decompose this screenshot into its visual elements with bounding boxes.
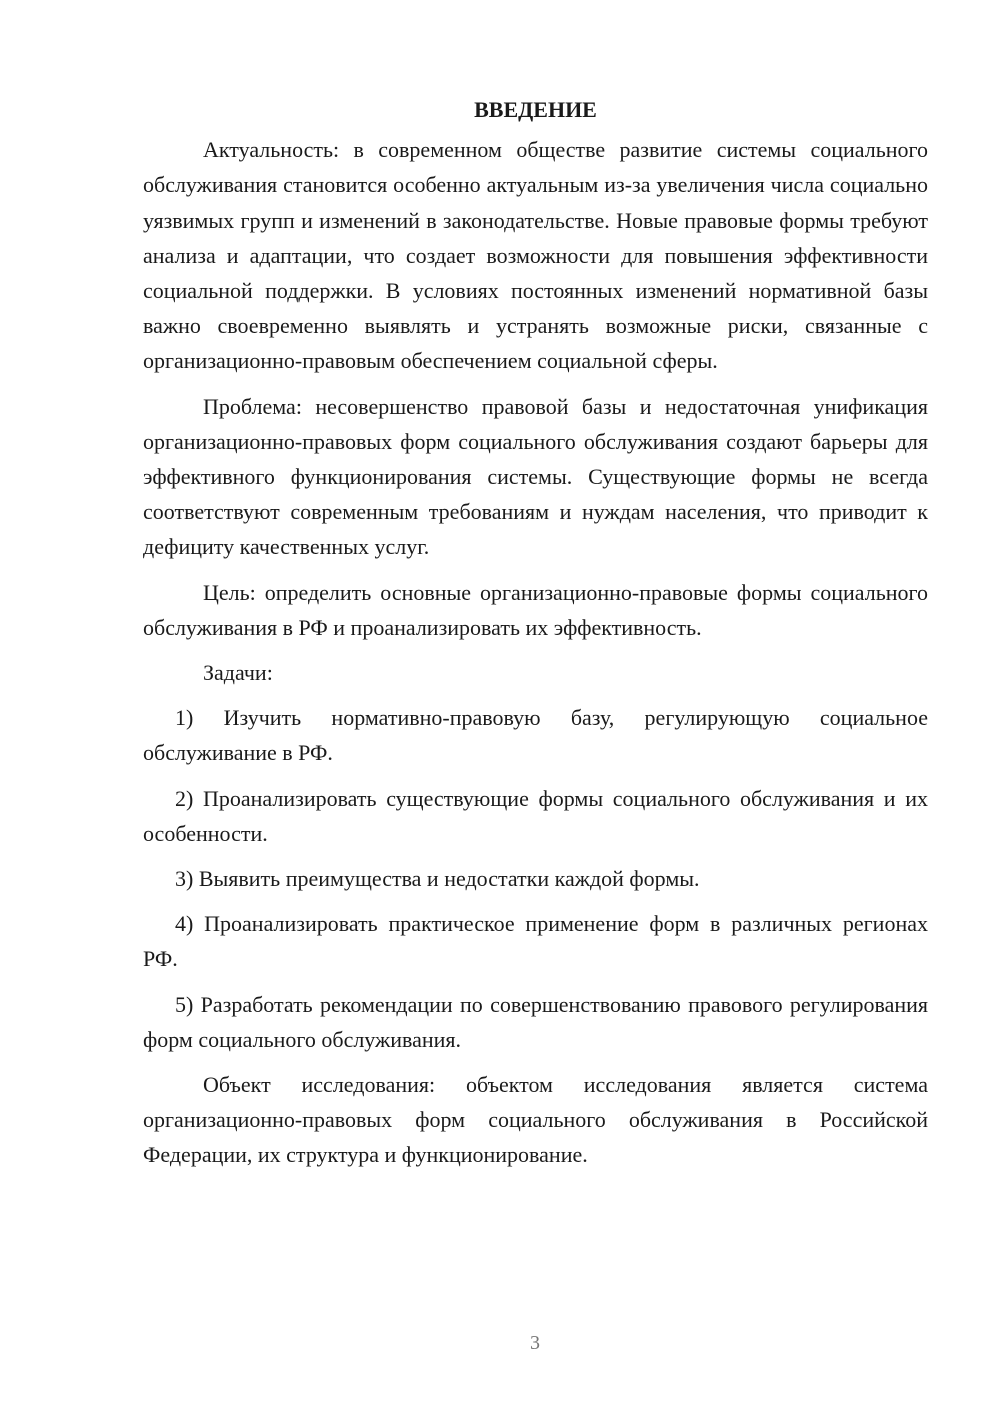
- goal-paragraph: Цель: определить основные организационно-правовые формы социального обслуживания в РФ и проанализировать их эффективность.: [143, 579, 928, 640]
- page-content: [143, 92, 928, 1173]
- task-item: 3) Выявить преимущества и недостатки каждой формы.: [175, 866, 700, 892]
- task-item: 2) Проанализировать существующие формы социального обслуживания и их особенности.: [143, 785, 928, 846]
- task-item: 1) Изучить нормативно-правовую базу, регулирующую социальное обслуживание в РФ.: [143, 705, 928, 766]
- task-item: 5) Разработать рекомендации по совершенствованию правового регулирования форм социального обслуживания.: [143, 991, 928, 1052]
- tasks-label: Задачи:: [203, 660, 273, 686]
- object-paragraph: Объект исследования: объектом исследования является система организационно-правовых форм социального обслуживания в Российской Федерации, их структура и функционирование.: [143, 1072, 928, 1168]
- section-heading: ВВЕДЕНИЕ: [474, 97, 597, 122]
- task-item: 4) Проанализировать практическое применение форм в различных регионах РФ.: [143, 911, 928, 972]
- relevance-paragraph: Актуальность: в современном обществе развитие системы социального обслуживания становится особенно актуальным из-за увеличения числа социально уязвимых групп и изменений в законодательстве. Новые правовые формы требуют анализа и адаптации, что создает возможности для повышения эффективности социальной поддержки. В условиях постоянных изменений нормативной базы важно своевременно выявлять и устранять возможные риски, связанные с организационно-правовым обеспечением социальной сферы.: [143, 137, 928, 374]
- page-number: 3: [530, 1332, 540, 1354]
- problem-paragraph: Проблема: несовершенство правовой базы и недостаточная унификация организационно-правовых форм социального обслуживания создают барьеры для эффективного функционирования системы. Существующие формы не всегда соответствуют современным требованиям и нуждам населения, что приводит к дефициту качественных услуг.: [143, 393, 928, 560]
